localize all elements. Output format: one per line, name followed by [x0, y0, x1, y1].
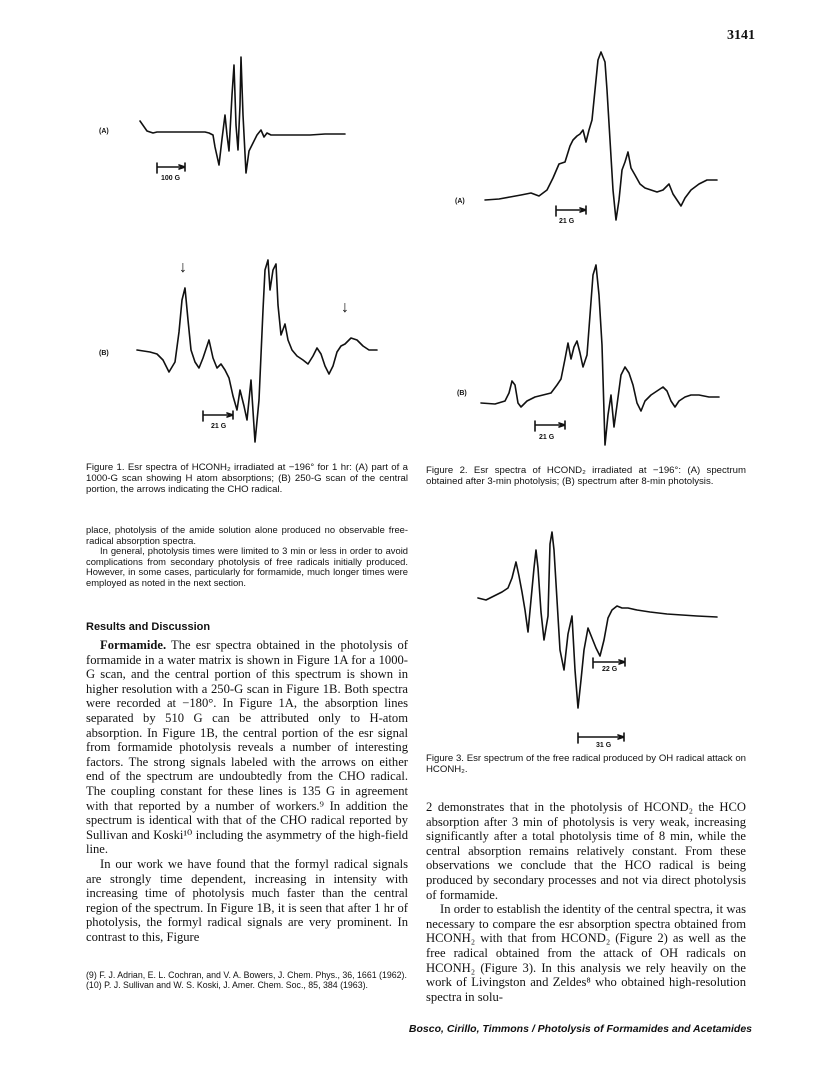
figure3-caption: Figure 3. Esr spectrum of the free radical produced by OH radical attack on HCONH₂.: [426, 753, 746, 775]
figure1-panel-a-scale-label: 100 G: [161, 175, 181, 182]
figure2-panel-a-label: (A): [455, 198, 465, 205]
figure1-panel-a: [95, 55, 365, 195]
figure1-panel-b-arrow-left: ↓: [179, 259, 187, 276]
figure3-scale-label-lower: 31 G: [596, 742, 612, 749]
reference-9: (9) F. J. Adrian, E. L. Cochran, and V. A. Bowers, J. Chem. Phys., 36, 1661 (1962).: [86, 970, 407, 980]
figure1-panel-b-label: (B): [99, 350, 109, 357]
figure1-panel-b: [95, 250, 395, 460]
figure3: [472, 520, 742, 760]
figure2-panel-b: [455, 255, 745, 455]
figure1-panel-a-scale-bar: [157, 163, 185, 173]
intro-paragraph-1: place, photolysis of the amide solution alone produced no observable free-radical absorption spectra.: [86, 524, 408, 546]
figure2-panel-a-trace: [485, 52, 717, 220]
figure2-panel-b-scale-label: 21 G: [539, 434, 555, 441]
figure1-caption: Figure 1. Esr spectra of HCONH₂ irradiated at −196° for 1 hr: (A) part of a 1000-G scan showing H atom absorptions; (B) 250-G scan of the central portion, the arrows indicating the CHO radical.: [86, 462, 408, 495]
figure2-caption: Figure 2. Esr spectra of HCOND₂ irradiated at −196°: (A) spectrum obtained after 3-min photolysis; (B) spectrum after 8-min photolysis.: [426, 465, 746, 487]
page-number: 3141: [727, 28, 755, 43]
formamide-paragraph-1-text: The esr spectra obtained in the photolysis of formamide in a water matrix is shown in Figure 1A for a 1000-G scan, and the central portion of this spectrum is shown in higher resolution with a 250-G scan in Figure 1B. Both spectra were recorded at −180°. In Figure 1A, the absorption lines separated by 510 G can be attributed only to H-atom absorption. In Figure 1B, the central portion of the esr signal from formamide photolysis reveals a number of interesting factors. The strong signals labeled with the arrows on either end of the spectrum are undoubtedly from the CHO radical. The coupling constant for these lines is 135 G in agreement with that reported by a number of workers.⁹ In addition the spectrum is identical with that of the CHO radical reported by Sullivan and Koski¹⁰ including the asymmetry of the high-field line.: [86, 638, 408, 857]
reference-10: (10) P. J. Sullivan and W. S. Koski, J. Amer. Chem. Soc., 85, 384 (1963).: [86, 980, 368, 990]
right-paragraph-2: In order to establish the identity of the central spectra, it was necessary to compare the esr absorption spectra obtained from HCONH₂ with that from HCOND₂ (Figure 2) as well as the free radical obtained from the attack of OH radicals on HCONH₂ (Figure 3). In this analysis we rely heavily on the work of Livingston and Zeldes⁸ who obtained high-resolution spectra in solu-: [426, 902, 746, 1004]
left-intro-text: [86, 525, 408, 589]
figure1-panel-a-trace: [140, 57, 345, 173]
right-paragraph-1: 2 demonstrates that in the photolysis of HCOND₂ the HCO absorption after 3 min of photolysis is very weak, increasing significantly after a total photolysis time of 8 min, while the central absorption remains relatively constant. From these observations we conclude that the HCO radical is being produced by secondary processes and not via direct photolysis of formamide.: [426, 800, 746, 902]
figure1-panel-a-label: (A): [99, 128, 109, 135]
footnotes: [86, 970, 408, 990]
formamide-paragraph-2: In our work we have found that the formyl radical signals are strongly time dependent, increasing in intensity with increasing time of photolysis much faster than the central region of the spectrum. In Figure 1B, it is seen that after 1 hr of photolysis, the formyl radical signals are very prominent. In contrast to this, Figure: [86, 856, 408, 944]
section-heading: Results and Discussion: [86, 621, 211, 633]
figure2-panel-b-label: (B): [457, 390, 467, 397]
formamide-paragraph-1: [86, 638, 408, 857]
figure2-panel-b-scale-bar: [535, 421, 565, 431]
formamide-run-in-heading: Formamide.: [100, 638, 167, 652]
intro-paragraph-2: In general, photolysis times were limited to 3 min or less in order to avoid complications from secondary photolysis of free radicals initially produced. However, in some cases, particularly for formamide, much longer times were employed as noted in the next section.: [86, 545, 408, 588]
figure1-panel-b-trace: [137, 260, 377, 442]
figure1-panel-b-arrow-right: ↓: [341, 299, 349, 316]
figure2-panel-a-scale-label: 21 G: [559, 218, 575, 225]
right-body-text: [426, 800, 746, 1004]
figure2-panel-a-scale-bar: [556, 206, 586, 216]
figure3-scale-label-upper: 22 G: [602, 666, 618, 673]
figure2-panel-a: [455, 50, 745, 230]
figure1-panel-b-scale-bar: [203, 411, 233, 421]
figure3-trace: [478, 532, 717, 708]
running-footer: Bosco, Cirillo, Timmons / Photolysis of Formamides and Acetamides: [408, 1023, 752, 1035]
figure1-panel-b-scale-label: 21 G: [211, 423, 227, 430]
left-body-text: [86, 638, 408, 944]
figure2-panel-b-trace: [481, 265, 719, 445]
